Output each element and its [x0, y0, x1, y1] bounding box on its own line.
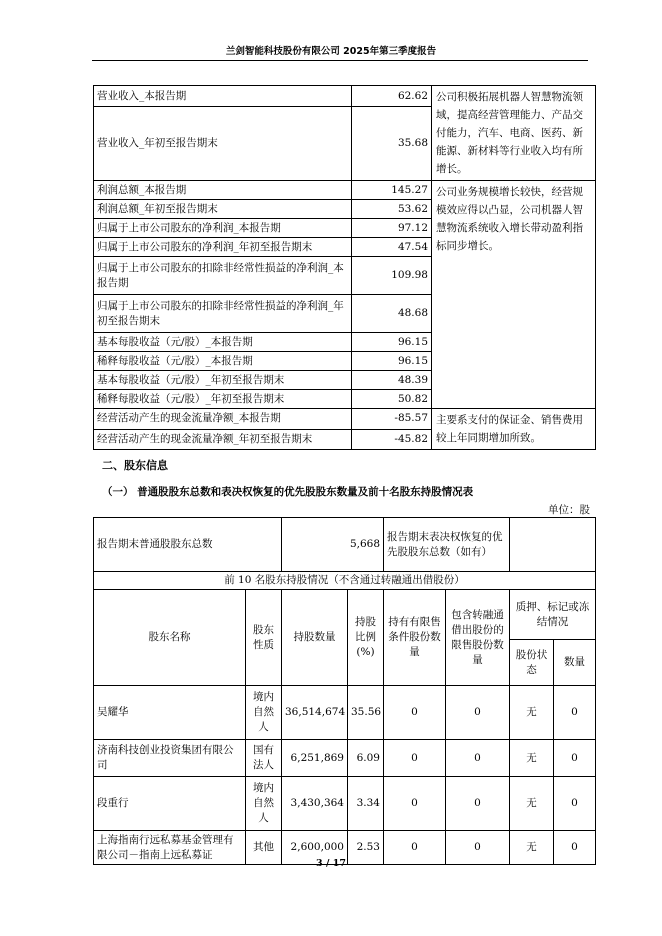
preferred-holders-value [510, 518, 596, 572]
table-row [94, 777, 596, 831]
holder-nature: 其他 [246, 831, 282, 865]
item-label: 归属于上市公司股东的净利润_年初至报告期末 [94, 238, 352, 257]
reason-cell: 公司积极拓展机器人智慧物流领域，提高经营管理能力、产品交付能力，汽车、电商、医药、新能源、新材料等行业收入均有所增长。 [432, 86, 596, 181]
holder-name: 上海指南行远私募基金管理有限公司－指南上远私募证 [94, 831, 246, 865]
item-label: 稀释每股收益（元/股）_年初至报告期末 [94, 390, 352, 409]
col-header-shares: 持股数量 [282, 590, 348, 686]
item-value: 109.98 [352, 257, 432, 295]
item-value: 96.15 [352, 352, 432, 371]
holder-restricted: 0 [384, 686, 446, 740]
table-row [94, 686, 596, 740]
shareholders-table-body [93, 517, 596, 865]
holder-restricted: 0 [384, 831, 446, 865]
reason-cell: 公司业务规模增长较快，经营规模效应得以凸显，公司机器人智慧物流系统收入增长带动盈利指标同步增长。 [432, 181, 596, 409]
holder-lent: 0 [446, 740, 510, 777]
page-number: 3 / 17 [316, 858, 346, 869]
holder-status: 无 [510, 740, 554, 777]
col-header-status: 股份状态 [510, 640, 554, 686]
table-row [94, 181, 596, 200]
holder-restricted: 0 [384, 777, 446, 831]
item-value: 47.54 [352, 238, 432, 257]
holder-ratio: 2.53 [348, 831, 384, 865]
holder-shares: 3,430,364 [282, 777, 348, 831]
item-label: 归属于上市公司股东的扣除非经常性损益的净利润_年初至报告期末 [94, 295, 352, 333]
holder-qty: 0 [554, 831, 596, 865]
holder-name: 段重行 [94, 777, 246, 831]
item-label: 稀释每股收益（元/股）_本报告期 [94, 352, 352, 371]
holder-shares: 36,514,674 [282, 686, 348, 740]
item-value: 48.68 [352, 295, 432, 333]
holder-qty: 0 [554, 686, 596, 740]
item-label: 经营活动产生的现金流量净额_本报告期 [94, 409, 352, 430]
preferred-holders-label: 报告期末表决权恢复的优先股股东总数（如有） [384, 518, 510, 572]
table-row [94, 86, 596, 107]
total-holders-label: 报告期末普通股股东总数 [94, 518, 282, 572]
holder-qty: 0 [554, 777, 596, 831]
caption-row [94, 572, 596, 590]
table-row [94, 409, 596, 430]
holder-restricted: 0 [384, 740, 446, 777]
holder-qty: 0 [554, 740, 596, 777]
item-label: 归属于上市公司股东的净利润_本报告期 [94, 219, 352, 238]
col-header-lent: 包含转融通借出股份的限售股份数量 [446, 590, 510, 686]
holder-status: 无 [510, 831, 554, 865]
item-label: 利润总额_年初至报告期末 [94, 200, 352, 219]
section-subtitle: （一） 普通股股东总数和表决权恢复的优先股股东数量及前十名股东持股情况表 [102, 486, 474, 498]
holder-ratio: 3.34 [348, 777, 384, 831]
col-header-restricted: 持有有限售条件股份数量 [384, 590, 446, 686]
item-value: -85.57 [352, 409, 432, 430]
holder-nature: 境内自然人 [246, 777, 282, 831]
holder-nature: 国有法人 [246, 740, 282, 777]
holder-ratio: 35.56 [348, 686, 384, 740]
item-value: 145.27 [352, 181, 432, 200]
page-header: 兰剑智能科技股份有限公司 2025年第三季度报告 [225, 46, 437, 57]
holder-status: 无 [510, 777, 554, 831]
change-reasons-table [93, 85, 596, 450]
summary-row [94, 518, 596, 572]
holder-name: 吴耀华 [94, 686, 246, 740]
item-label: 经营活动产生的现金流量净额_年初至报告期末 [94, 429, 352, 450]
holder-shares: 6,251,869 [282, 740, 348, 777]
item-label: 基本每股收益（元/股）_本报告期 [94, 333, 352, 352]
total-holders-value: 5,668 [282, 518, 384, 572]
item-label: 归属于上市公司股东的扣除非经常性损益的净利润_本报告期 [94, 257, 352, 295]
item-value: 96.15 [352, 333, 432, 352]
header-rule [92, 60, 588, 61]
col-header-ratio: 持股比例(%) [348, 590, 384, 686]
holder-status: 无 [510, 686, 554, 740]
col-header-name: 股东名称 [94, 590, 246, 686]
holder-shares: 2,600,000 [282, 831, 348, 865]
holder-lent: 0 [446, 686, 510, 740]
item-label: 利润总额_本报告期 [94, 181, 352, 200]
item-label: 营业收入_年初至报告期末 [94, 107, 352, 181]
holder-nature: 境内自然人 [246, 686, 282, 740]
col-header-qty: 数量 [554, 640, 596, 686]
item-label: 基本每股收益（元/股）_年初至报告期末 [94, 371, 352, 390]
item-value: 53.62 [352, 200, 432, 219]
item-value: 50.82 [352, 390, 432, 409]
col-header-nature: 股东性质 [246, 590, 282, 686]
item-value: 35.68 [352, 107, 432, 181]
col-header-pledge: 质押、标记或冻结情况 [510, 590, 596, 640]
top10-caption: 前 10 名股东持股情况（不含通过转融通出借股份） [94, 572, 596, 590]
item-value: 48.39 [352, 371, 432, 390]
unit-label: 单位：股 [548, 504, 590, 516]
reason-cell: 主要系支付的保证金、销售费用较上年同期增加所致。 [432, 409, 596, 450]
table-row [94, 740, 596, 777]
holder-lent: 0 [446, 831, 510, 865]
item-value: -45.82 [352, 429, 432, 450]
header-row [94, 590, 596, 640]
item-label: 营业收入_本报告期 [94, 86, 352, 107]
item-value: 97.12 [352, 219, 432, 238]
holder-ratio: 6.09 [348, 740, 384, 777]
holder-name: 济南科技创业投资集团有限公司 [94, 740, 246, 777]
section-title: 二、股东信息 [102, 459, 168, 472]
item-value: 62.62 [352, 86, 432, 107]
holder-lent: 0 [446, 777, 510, 831]
